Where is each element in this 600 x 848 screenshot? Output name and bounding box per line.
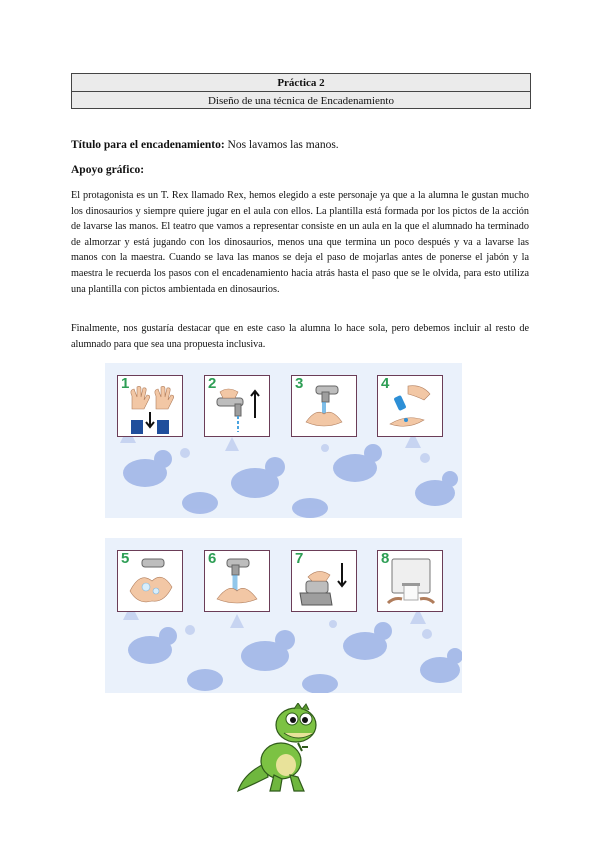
step-number: 2 <box>208 375 217 392</box>
step-number: 3 <box>295 375 304 392</box>
step-card-2 <box>204 375 270 437</box>
step-card-6 <box>204 550 270 612</box>
practice-title: Práctica 2 <box>277 77 325 89</box>
description-paragraph: El protagonista es un T. Rex llamado Rex, hemos elegido a este personaje ya que a la alumna le gustan mucho los dinosaurios y siempre quiere jugar en el aula con ellos. La plantilla está formada por los pictos de la acción de lavarse las manos. El teatro que vamos a representar consiste en un aula en la que el alumnado ha terminado de almorzar y está jugando con los dinosaurios, menos una que termina un poco después y va a lavarse las manos con la maestra. Cuando se lava las manos se deja el paso de mojarlas antes de ponerse el jabón y la maestra le recuerda los pasos con el encadenamiento hacia atrás hasta el paso que se le olvida, para esto utiliza una plantilla con pictos ambientada en dinosaurios. <box>71 190 529 295</box>
step-number: 6 <box>208 550 217 567</box>
step-card-5 <box>117 550 183 612</box>
chain-title-value: Nos lavamos las manos. <box>224 139 339 151</box>
step-card-8 <box>377 550 443 612</box>
step-number: 8 <box>381 550 390 567</box>
step-number: 5 <box>121 550 130 567</box>
step-card-4 <box>377 375 443 437</box>
header-divider <box>72 91 530 92</box>
step-card-7 <box>291 550 357 612</box>
step-number: 1 <box>121 375 130 392</box>
practice-header <box>71 73 531 109</box>
step-number: 7 <box>295 550 304 567</box>
chain-title-line <box>71 138 529 154</box>
step-card-3 <box>291 375 357 437</box>
step-number: 4 <box>381 375 390 392</box>
chain-title-label: Título para el encadenamiento: <box>71 139 225 151</box>
picto-panel-2 <box>105 538 462 693</box>
conclusion-paragraph: Finalmente, nos gustaría destacar que en este caso la alumna lo hace sola, pero debemos incluir al resto de alumnado para que sea una propuesta inclusiva. <box>71 323 529 350</box>
support-heading: Apoyo gráfico: <box>71 164 145 176</box>
practice-subtitle: Diseño de una técnica de Encadenamiento <box>207 95 394 107</box>
step-card-1 <box>117 375 183 437</box>
trex-mascot-icon <box>236 703 331 798</box>
picto-panel-1 <box>105 363 462 518</box>
